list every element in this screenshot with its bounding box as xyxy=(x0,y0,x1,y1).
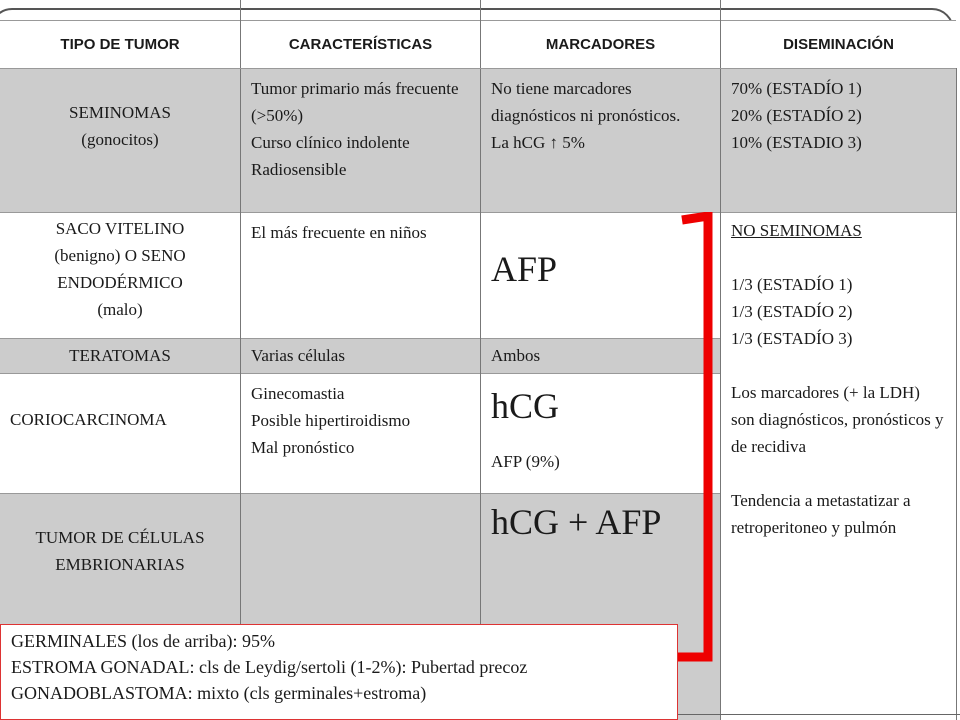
coriocarcinoma-caracteristica-2: Posible hipertiroidismo xyxy=(251,411,411,430)
no-seminomas-marcadores: Los marcadores (+ la LDH) son diagnósticos, pronósticos y de recidiva xyxy=(731,383,944,456)
cell-seminomas-diseminacion xyxy=(720,68,956,212)
footnote-box xyxy=(0,624,678,720)
footnote-line-estroma: ESTROMA GONADAL: cls de Leydig/sertoli (1-2%): Pubertad precoz xyxy=(11,657,528,677)
header-tipo: TIPO DE TUMOR xyxy=(0,20,240,68)
seminomas-estadio-1: 70% (ESTADÍO 1) xyxy=(731,79,862,98)
header-marcadores: MARCADORES xyxy=(480,20,720,68)
cell-teratomas-caracteristicas: Varias células xyxy=(240,338,480,373)
no-seminomas-estadio-1: 1/3 (ESTADÍO 1) xyxy=(731,275,853,294)
cell-coriocarcinoma-caracteristicas xyxy=(240,373,480,493)
cell-seminomas-marcadores xyxy=(480,68,720,212)
no-seminomas-title: NO SEMINOMAS xyxy=(731,221,862,240)
embrionarias-tipo-line-2: EMBRIONARIAS xyxy=(55,555,185,574)
grid-line xyxy=(240,0,241,720)
cell-saco-vitelino-caracteristicas xyxy=(240,212,480,338)
seminomas-estadio-2: 20% (ESTADÍO 2) xyxy=(731,106,862,125)
seminomas-tipo-line-2: (gonocitos) xyxy=(81,130,159,149)
seminomas-caracteristica-1: Tumor primario más frecuente (>50%) xyxy=(251,79,459,125)
header-caracteristicas: CARACTERÍSTICAS xyxy=(240,20,480,68)
cell-seminomas-caracteristicas xyxy=(240,68,480,212)
no-seminomas-estadio-3: 1/3 (ESTADÍO 3) xyxy=(731,329,853,348)
cell-no-seminomas-diseminacion xyxy=(720,212,956,720)
saco-vitelino-tipo-line-3: ENDODÉRMICO xyxy=(57,273,183,292)
no-seminomas-tendencia: Tendencia a metastatizar a retroperitoneo y pulmón xyxy=(731,491,911,537)
coriocarcinoma-marcador-hcg: hCG xyxy=(491,386,560,426)
cell-saco-vitelino-tipo xyxy=(0,212,240,338)
coriocarcinoma-caracteristica-1: Ginecomastia xyxy=(251,384,345,403)
embrionarias-tipo-line-1: TUMOR DE CÉLULAS xyxy=(35,528,205,547)
seminomas-caracteristica-2: Curso clínico indolente xyxy=(251,133,410,152)
red-bracket xyxy=(660,212,720,667)
seminomas-marcadores-1: No tiene marcadores diagnósticos ni pronósticos. xyxy=(491,79,681,125)
seminomas-marcadores-2: La hCG ↑ 5% xyxy=(491,133,585,152)
cell-seminomas-tipo xyxy=(0,68,240,212)
coriocarcinoma-marcador-afp: AFP (9%) xyxy=(491,452,560,471)
embrionarias-marcador-hcg-afp: hCG + AFP xyxy=(491,502,662,542)
saco-vitelino-marcador-afp: AFP xyxy=(491,249,558,289)
seminomas-caracteristica-3: Radiosensible xyxy=(251,160,347,179)
cell-coriocarcinoma-tipo xyxy=(0,373,240,493)
grid-line xyxy=(480,0,481,720)
red-bracket-path xyxy=(660,216,708,657)
saco-vitelino-caracteristica-1: El más frecuente en niños xyxy=(251,223,427,242)
saco-vitelino-tipo-line-4: (malo) xyxy=(97,300,143,319)
no-seminomas-estadio-2: 1/3 (ESTADÍO 2) xyxy=(731,302,853,321)
seminomas-estadio-3: 10% (ESTADIO 3) xyxy=(731,133,862,152)
grid-line xyxy=(956,68,957,720)
seminomas-tipo-line-1: SEMINOMAS xyxy=(68,103,172,122)
cell-teratomas-tipo: TERATOMAS xyxy=(0,338,240,373)
saco-vitelino-tipo-line-2: (benigno) O SENO xyxy=(54,246,186,265)
cell-teratomas-marcadores: Ambos xyxy=(480,338,720,373)
footnote-line-gonadoblastoma: GONADOBLASTOMA: mixto (cls germinales+estroma) xyxy=(11,683,427,703)
saco-vitelino-tipo-line-1: SACO VITELINO xyxy=(55,219,185,238)
coriocarcinoma-tipo-label: CORIOCARCINOMA xyxy=(10,410,167,429)
grid-line xyxy=(720,0,721,720)
footnote-line-germinales: GERMINALES (los de arriba): 95% xyxy=(11,631,275,651)
header-diseminacion: DISEMINACIÓN xyxy=(720,20,956,68)
grid-line xyxy=(0,68,956,69)
coriocarcinoma-caracteristica-3: Mal pronóstico xyxy=(251,438,355,457)
